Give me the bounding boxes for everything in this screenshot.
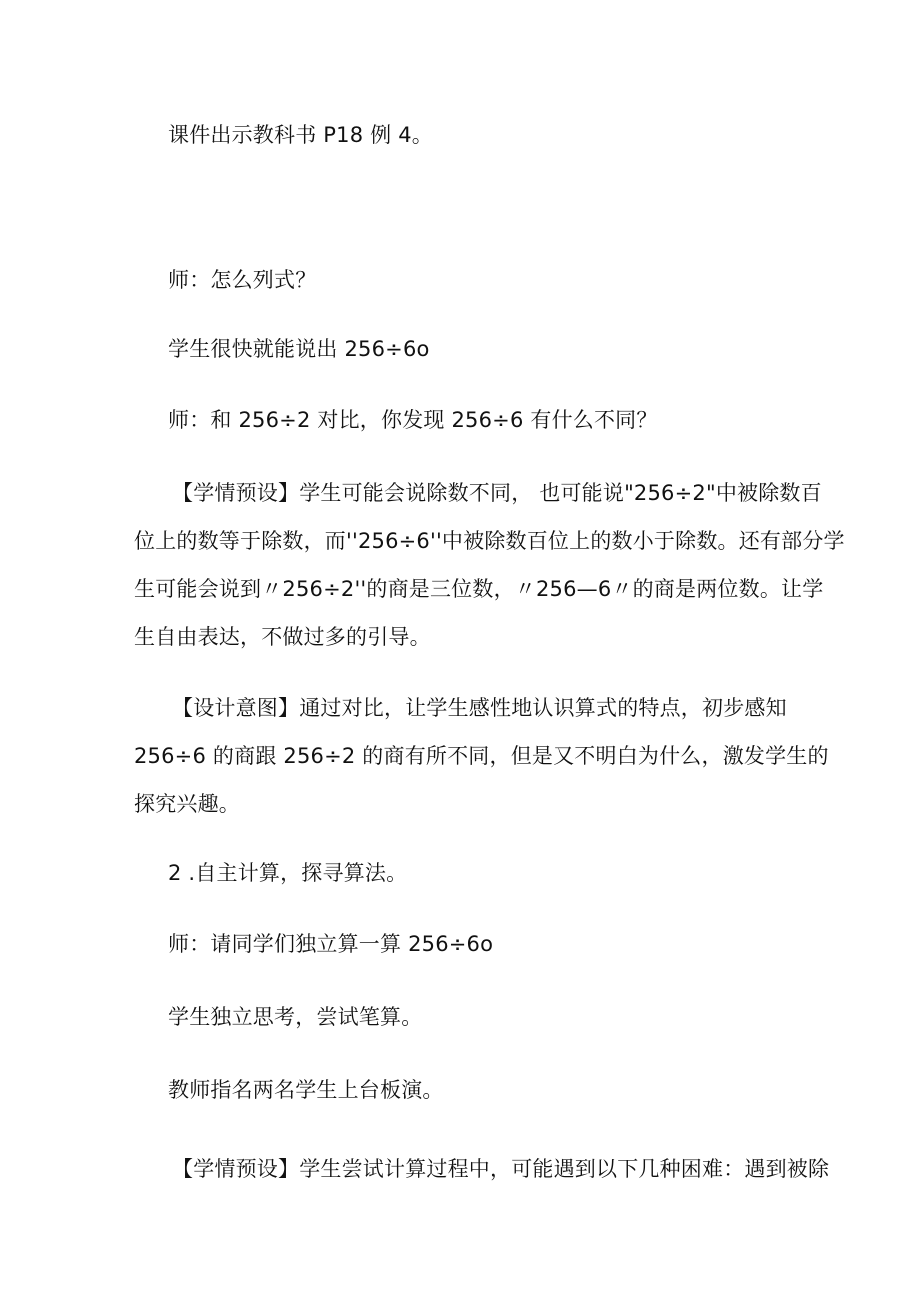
text-line-intent-2: 256÷6 的商跟 256÷2 的商有所不同，但是又不明白为什么，激发学生的 [134,744,829,768]
text-line-preset-difficulty: 【学情预设】学生尝试计算过程中，可能遇到以下几种困难：遇到被除 [172,1157,830,1181]
text-line-teacher-question: 师：怎么列式？ [168,268,317,292]
text-line-teacher-compare: 师：和 256÷2 对比，你发现 256÷6 有什么不同？ [168,408,658,432]
text-line-preset-3: 生可能会说到〃256÷2''的商是三位数，〃256—6〃的商是两位数。让学 [134,577,824,601]
text-line-preset-1: 【学情预设】学生可能会说除数不同， 也可能说"256÷2"中被除数百 [172,481,822,505]
text-line-student-think: 学生独立思考，尝试笔算。 [168,1005,423,1029]
text-line-student-answer: 学生很快就能说出 256÷6o [168,337,430,361]
text-line-intent-3: 探究兴趣。 [134,792,240,816]
text-line-teacher-request: 师：请同学们独立算一算 256÷6o [168,932,494,956]
text-line-preset-4: 生自由表达，不做过多的引导。 [134,625,431,649]
text-line-courseware: 课件出示教科书 P18 例 4。 [168,123,433,147]
text-line-board-demo: 教师指名两名学生上台板演。 [168,1078,444,1102]
text-line-intent-1: 【设计意图】通过对比，让学生感性地认识算式的特点，初步感知 [172,696,787,720]
text-line-preset-2: 位上的数等于除数，而''256÷6''中被除数百位上的数小于除数。还有部分学 [134,529,845,553]
text-line-section-2: 2 .自主计算，探寻算法。 [168,861,408,885]
